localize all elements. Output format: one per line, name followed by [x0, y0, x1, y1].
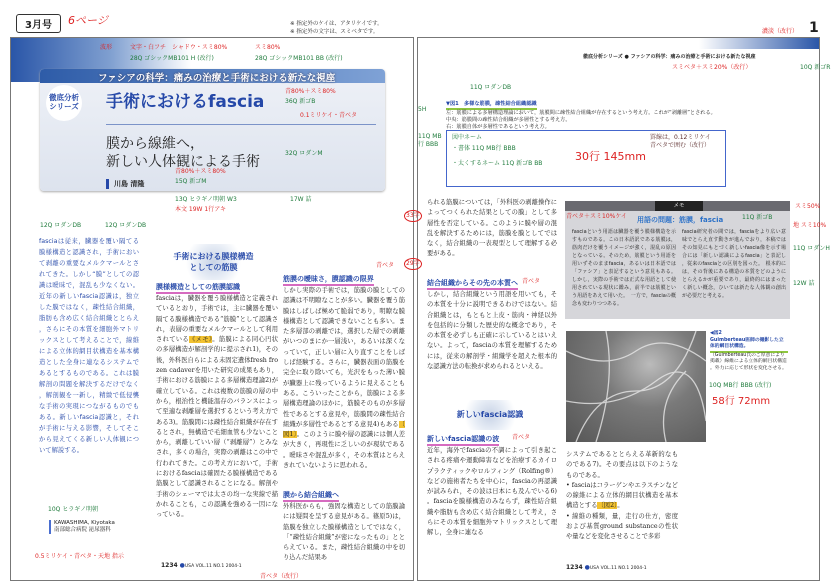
header-gradient-bar	[699, 38, 819, 49]
annotation-green: ・書体 11Q MB行 BBB	[452, 145, 516, 152]
figure1-reference[interactable]: 〔図1〕	[283, 420, 405, 439]
page-count-annotation: 6ページ	[68, 14, 108, 27]
folio-number: 1234	[161, 562, 178, 569]
body-col3-a: しかし実際の手術では，筋膜の膜としての認識は不明瞭なことが多い。臓器を覆う筋膜はしばしば極めて脆弱であり，明瞭な膜様構造として認識できないことも多い。また多層部の剥離では，選択した層での剥離がいつのまにか一層浅い，あるいは深くなっていて，正しい層に入り直すことをしばしば経験する。さらに，臓器表面の筋膜を完全に取り除いても，光沢をもった薄い膜が臓器上に残っているように見えることもある。こういったことから，筋膜による多層構造理論のほかに，筋膜そのものが多層性であるとする意見や，筋膜間の疎性結合組織が多層性であるとする意見4)もある	[283, 287, 405, 428]
annotation-red: 29字	[404, 258, 422, 270]
right-folio	[566, 564, 647, 571]
memo-text-left: fasciaという用語は臓器を覆う膜様構造を示すものである。この日本語訳である筋膜は，筋肉だけを覆うイメージが強く，混乱の原因となっている。そのため，筋膜という用語を用いずそのままfascia，あるいは日本語では「ファシア」と表記するという意見もある。しかし，実際の手術では正式な用語として使用されている現状に鑑み，前半では筋膜という用語をあえて用いた。 一方で，fasciaの概念も変わりつつある。	[572, 229, 676, 307]
subheading-ambiguity: 筋膜の曖昧さ，膜認識の限界	[283, 274, 374, 286]
right-page-number: 1	[809, 20, 819, 36]
body-col3-c: 外科医からも，強固な構造としての筋膜論には疑問を呈する意見がある。篠原5)は，筋膜を独立した膜様構造としてではなく，「“疎性結合組織”が密になったもの」ととらえている。また，疎性結合組織の中を切り込んだ結果あ	[283, 503, 405, 562]
annotation-red: 青ベタ（改行）	[260, 573, 303, 580]
annotation-red: スミベタ＋スミ20%（改行）	[672, 64, 752, 71]
subtitle-line-1: 膜から線維へ，	[106, 136, 204, 152]
memo-title: 用語の問題：筋膜，fascia	[637, 216, 724, 224]
series-badge: 徹底分析シリーズ	[46, 85, 82, 121]
annotation-red: 濃淡（改行）	[762, 28, 799, 35]
memo-label: メモ	[655, 201, 703, 211]
annotation-green: 10Q ヒラギノ明朝	[48, 506, 99, 513]
series-title: ファシアの科学：痛みの治療と手術における新たな視座	[98, 73, 336, 84]
annotation-red: スミ80%	[255, 44, 281, 51]
annotation-red: 波形	[100, 44, 113, 51]
annotation-red: 58行 72mm	[712, 396, 771, 407]
right-body-col1-c: 近年，海外でfasciaの不調によって引き起こされる疼痛や運動障害などを治療するカイロプラクティックやロルフィング（Rolfing®）などの施術者たちを中心に，fasciaの再認識が試みられ，その波は日本にも及んでいる6)。fasciaを膜様構造のみならず，疎性結合組織や脂肪も含め広く結合組織として考え，さらにその本質を細胞外マトリックスとして理解し，全身に連なる	[427, 447, 557, 537]
folio-dot-icon: ●	[179, 562, 185, 569]
folio-journal: USA VOL.11 NO.1 2004-1	[589, 566, 647, 571]
figure2-reference[interactable]: 〔図2〕	[597, 502, 618, 510]
bullet-1: • fasciaはコラーゲンやエラスチンなどの線維による立体的網目状構造を基本構造とする〔図2〕。	[566, 481, 678, 510]
folio-dot-icon: ●	[584, 564, 590, 571]
annotation-red: 青ベタ	[522, 278, 541, 285]
annotation-red: 罫線は，0.12ミリケイ 青ベタで囲む（改行）	[650, 134, 717, 149]
running-head: 徹底分析シリーズ ● ファシアの科学：痛みの治療と手術における新たな視座	[583, 54, 756, 60]
annotation-red: 33字	[404, 210, 422, 222]
main-title: 手術におけるfascia	[106, 92, 265, 112]
figure1-line: 右：筋膜自体が多層性であるという考え方。	[446, 124, 550, 130]
annotation-red: 本文 19W 1行アキ	[175, 206, 226, 213]
note-line-2: ※ 指定外の文字は、スミベタです。	[290, 29, 379, 35]
subheading-beyond-connective: 結合組織からその先の本質へ	[427, 278, 518, 290]
annotation-green: 36Q 新ゴB	[285, 98, 316, 105]
bullet-2-text: 線維の種類，量，走行の仕方，密度および基質ground substanceの性状や量などを変化させることで多彩	[566, 512, 678, 541]
annotation-green: 17W 詰	[290, 196, 312, 203]
annotation-green: 15Q 新ゴM	[175, 178, 207, 185]
annotation-green: 11Q 新ゴB	[742, 214, 773, 221]
annotation-green: 13Q ヒラギノ明朝 W3	[175, 196, 237, 203]
bullet-2: • 線維の種類，量，走行の仕方，密度および基質ground substanceの性状や量などを変化させることで多彩	[566, 512, 678, 541]
figure2-caption	[710, 331, 788, 372]
figure1-line: 左：筋膜による多層構造理論において，筋膜間に疎性結合組織が存在するという考え方。これが“剥離層”とされる。	[446, 110, 716, 116]
right-body-col2	[566, 450, 678, 543]
annotation-green: 28Q ゴシックMB101 H (改行)	[130, 55, 214, 62]
annotation-green: 28Q ゴシックMB101 BB (改行)	[255, 55, 343, 62]
folio-number: 1234	[566, 564, 583, 571]
annotation-red: スミ50%	[795, 203, 821, 210]
annotation-green: 10Q 新ゴR	[800, 64, 831, 71]
annotation-green: 11Q ロダンDB	[470, 84, 512, 91]
bullet-1-text: fasciaはコラーゲンやエラスチンなどの線維による立体的網目状構造を基本構造とする	[566, 481, 678, 510]
figure2-photo	[566, 331, 706, 442]
author-info	[49, 520, 115, 534]
body-col2	[156, 294, 278, 521]
annotation-green: 11Q ロダンH	[793, 245, 830, 252]
annotation-red: 30行 145mm	[575, 150, 646, 163]
annotation-red: 青ベタ	[512, 434, 531, 441]
issue-label: 3月号	[16, 14, 61, 33]
annotation-green: 図中ネーム	[452, 134, 483, 141]
figure2-description: （Guimberteau氏のご厚意により掲載）線維による立体的網目状構造。外力に応じて形状を変化させる。	[710, 352, 787, 371]
right-body-col1-b: しかし，結合組織という用語を用いても，その本質を十分に説明できるわけではない。結合組織とは，もともと上皮・筋肉・神経以外を包括的に分類した歴史的な概念であり，その本質を必ずしも正確に示しているとはいえない。よって，fasciaの本質を理解するためには，従来の解剖学・組織学を超えた根本的な認識方法の転換が求められるといえる。	[427, 291, 557, 371]
memo-text-right: fascia研究者の間では，fasciaをより広い意味でとらえ直す動きが進んでおり，本稿ではその知見にもとづく新しいfascia像を示す場合には「新しい認識によるfascia」と表記し，従来のfasciaとの区別を図った。 根本的には，その背後にある構造の本質をどのようにとらえるかが重要であり，最終的にはまったく新しい概念，ひいては新たな人体観の創出が必要だと考える。	[682, 229, 786, 299]
figure1-line: 中央：筋膜間の疎性結合組織が多層性とする考え方。	[446, 117, 571, 123]
annotation-green: 5H	[418, 106, 427, 113]
annotation-red: 文字・白フチ シャドウ・スミ80%	[130, 44, 228, 51]
subheading-new-wave: 新しいfascia認識の波	[427, 434, 499, 446]
section-heading-1: 手術における膜様構造としての筋膜	[171, 244, 256, 280]
author-name: 川島 清隆	[106, 179, 144, 189]
figure2-title: Guimberteau医師の撮影した立体的網目状構造。	[710, 338, 788, 353]
title-divider	[106, 124, 376, 125]
annotation-red: 地 スミ10%	[793, 222, 827, 229]
subheading-membrane-recognition: 膜様構造としての筋膜認識	[156, 282, 240, 294]
fiber-network-image	[566, 331, 706, 442]
annotation-red: 青ベタ＋スミ10%ケイ	[566, 213, 627, 220]
body-col2-a: fasciaは，臓器を覆う膜様構造と定義されているとおり，手術では，主に臓器を覆い隔てる膜様構造である“筋膜”として認識され，表層の重要なメルクマールとして利用されている	[156, 295, 278, 344]
right-body-col2-a: システムであるととらえる革新的なものである7)。その要点は以下のようなものである。	[566, 451, 678, 479]
figure1-caption	[446, 101, 716, 131]
subtitle-line-2: 新しい人体観による手術	[106, 154, 260, 170]
annotation-green: 12W 詰	[793, 280, 815, 287]
annotation-red: 青80%＋スミ80%	[175, 168, 226, 175]
annotation-green: 12Q ロダンDB	[105, 222, 147, 229]
annotation-green: 32Q ロダンM	[285, 150, 323, 157]
note-line-1: ※ 指定外のケイは、アタリケイです。	[290, 21, 383, 27]
annotation-red: 0.1ミリケイ・青ベタ	[300, 112, 358, 119]
lead-text: fasciaは従来，臓器を覆い隔てる膜様構造と認識され，手術において剥離の重要なメルクマールとされてきた。しかし“膜”としての認識は曖昧で，混乱も少なくない。近年の新しいfascia認識は，独立した膜ではなく，疎性結合組織，脂肪も含め広く結合組織ととらえ，さらにその本質を細胞外マトリックスとして考えることで，線維による立体的網目状構造を基本構造とした全身に連なるシステムであるとするものである。これは膜解剖の問題を解決するだけでなく，解剖観を一新し，精緻で低侵襲な手術の実現につながるものでもある。新しいfascia認識と，それが手術に与える影響，そしてそこから見えてくる新しい人体観について解説する。	[39, 238, 139, 454]
body-col2-b: 。筋膜による同心円状の多層構造が解剖学的に提示され1)，その後，外科医自らによる未固定遺体fresh frozen cadaverを用いた研究の成果もあり，手術における筋膜による多層構造理論2)が確立している。これは複数の筋膜の層の中から，根治性と機能温存のバランスによって至適な剥離層を選択するという考え方である3)。筋膜間には疎性結合組織が存在するとされ，無構造で毛細血管も少ないことから，剥離していい層（“剥離層”）とみなされ，多くの場合，実際の剥離はこの中で行われてきた。この考え方において，手術におけるfasciaは確固たる膜様構造である筋膜として認識されることになる。解剖や手術のシェーマでは太さの均一な実線で描かれることも，この認識を強める一因になっている。	[156, 336, 279, 519]
author-name-en: KAWASHIMA, Kiyotaka	[54, 520, 115, 526]
left-folio	[161, 562, 242, 569]
figure2-label: ◀図2	[710, 331, 722, 336]
folio-journal: USA VOL.11 NO.1 2004-1	[184, 564, 242, 569]
series-title-bar	[40, 69, 385, 83]
body-col3-b: 。このように膜や層の認識には個人差が大きく，再現性に乏しいのが現状である。曖昧さや混乱が多く，その本質はとらえきれていないように思われる。	[283, 431, 405, 470]
annotation-red: 青ベタ	[376, 262, 395, 269]
section-heading-2: 新しいfascia認識	[450, 400, 530, 430]
subheading-to-connective-tissue: 膜から結合組織へ	[283, 490, 339, 502]
figure1-title: ▼図1 多様な筋膜，疎性結合組織認識	[446, 101, 537, 110]
right-page	[417, 37, 820, 581]
author-affiliation: 南部総合病院 泌尿器科	[54, 527, 111, 533]
body-col3	[283, 286, 405, 471]
annotation-red: 青80%＋スミ80%	[285, 88, 336, 95]
annotation-green: 12Q ロダンDB	[40, 222, 82, 229]
memo-reference[interactable]: 《メモ》	[189, 336, 213, 344]
annotation-green: 11Q MB行 BBB	[418, 133, 442, 148]
right-body-col1-a: られる筋膜については，「外科医の剥離操作によってつくられた結果としての膜」として多層性を否定している。このように膜や層の混乱を解決するためには，筋膜を膜としてではなく，結合組織の一表現型として理解する必要がある。	[427, 199, 557, 258]
annotation-green: ・太くするネーム 11Q 新ゴB BB	[452, 160, 543, 167]
annotation-green: 10Q MB行 BBB (改行)	[709, 382, 772, 389]
annotation-red: 0.5ミリケイ・青ベタ・天地 指示	[35, 553, 124, 560]
